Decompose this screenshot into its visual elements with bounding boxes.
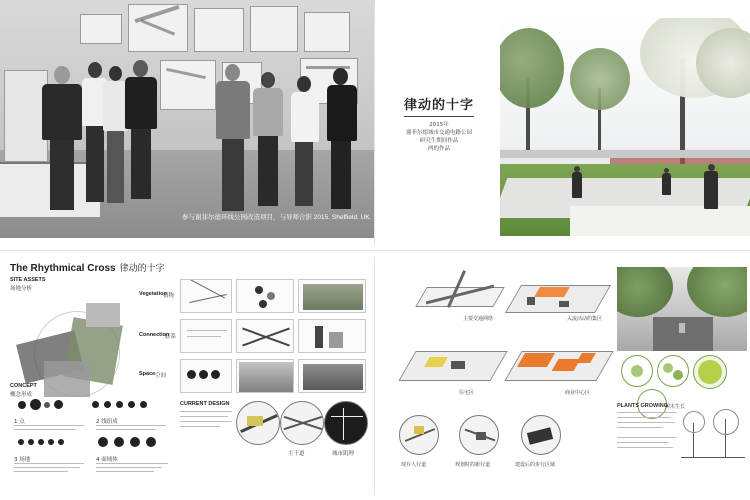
current-design-label: CURRENT DESIGN — [180, 401, 230, 407]
analysis-cell-1 — [180, 279, 232, 313]
plants-growing-cn: 树木生长 — [665, 404, 686, 410]
tree-section — [681, 409, 745, 461]
subtitle-line-2: 谢菲尔德城市交通电路公园 — [405, 130, 472, 136]
concept-cn: 概念形成 — [10, 392, 33, 398]
vegetation-label: Vegetation — [139, 291, 167, 297]
phase-label-1: 现存人行道 — [401, 462, 427, 468]
concept-step-1: 1 点 — [14, 419, 25, 425]
board-title — [10, 261, 165, 274]
subtitle-line-4: 两的作品 — [427, 146, 450, 152]
circle-label-1: 主干道 — [288, 451, 305, 457]
iso-diagram-4 — [507, 335, 611, 393]
bottom-spread — [0, 250, 750, 500]
concept-label: CONCEPT — [10, 383, 37, 389]
phase-circle-2 — [459, 415, 499, 455]
photo-caption: 参与谢菲尔德环线公园改造项目，与导师合影 2015. Sheffield. UK. — [182, 214, 372, 221]
tree-bubble-2 — [657, 355, 689, 387]
project-title-page — [375, 0, 750, 250]
team-photo — [0, 0, 375, 238]
concept-step-3: 3 场地 — [14, 457, 31, 463]
tree-bubble-1 — [621, 355, 653, 387]
space-cn: 空间 — [155, 373, 167, 379]
analysis-cell-5 — [236, 319, 294, 353]
phase-circle-3 — [521, 415, 561, 455]
title-block — [389, 94, 489, 153]
design-circle-2 — [280, 401, 324, 445]
concept-dots — [14, 397, 174, 413]
phase-circle-1 — [399, 415, 439, 455]
connection-label: Connection — [139, 332, 170, 338]
board-title-en: The Rhythmical Cross — [10, 263, 116, 274]
phase-label-2: 规划时的新行道 — [455, 462, 491, 468]
iso-label-2: 入流活动的集区 — [567, 316, 603, 322]
project-title: 律动的十字 — [403, 98, 474, 113]
design-board — [375, 251, 750, 500]
design-circle-1 — [236, 401, 280, 445]
space-label: Space — [139, 371, 156, 377]
iso-diagram-3 — [401, 335, 505, 393]
analysis-cell-3 — [298, 279, 366, 313]
iso-label-4: 商业中心区 — [565, 390, 591, 396]
subtitle-line-1: 2015年 — [429, 122, 449, 128]
analysis-cell-9 — [298, 359, 366, 393]
street-photo — [617, 267, 747, 351]
analysis-cell-7 — [180, 359, 232, 393]
analysis-cell-6 — [298, 319, 366, 353]
vegetation-cn: 植物 — [163, 293, 175, 299]
plants-growing-label: PLANTS GROWING — [617, 403, 669, 409]
park-rendering — [500, 18, 750, 236]
analysis-cell-4 — [180, 319, 232, 353]
connection-cn: 联系 — [165, 334, 177, 340]
phase-label-3: 建设后的步行区域 — [515, 462, 556, 468]
concept-step-2: 2 线组成 — [96, 419, 118, 425]
subtitle-line-3: 研究生期间作品 — [419, 138, 459, 144]
title-divider — [404, 116, 474, 117]
concept-step-4: 4 面域体 — [96, 457, 118, 463]
board-title-cn: 律动的十字 — [119, 264, 165, 274]
circle-label-2: 城市肌理 — [332, 451, 355, 457]
analysis-cell-8 — [236, 359, 294, 393]
site-assets-label: SITE ASSETS — [10, 277, 46, 283]
iso-label-1: 主要交通网络 — [463, 316, 494, 322]
site-assets-cn: 场地分析 — [10, 286, 33, 292]
tree-bubble-3 — [693, 355, 727, 389]
concept-dot-grid — [14, 435, 174, 451]
analysis-cell-2 — [236, 279, 294, 313]
design-circle-3 — [324, 401, 368, 445]
analysis-board — [0, 251, 375, 500]
team-photo-page — [0, 0, 375, 250]
iso-label-3: 住宅区 — [459, 390, 475, 396]
